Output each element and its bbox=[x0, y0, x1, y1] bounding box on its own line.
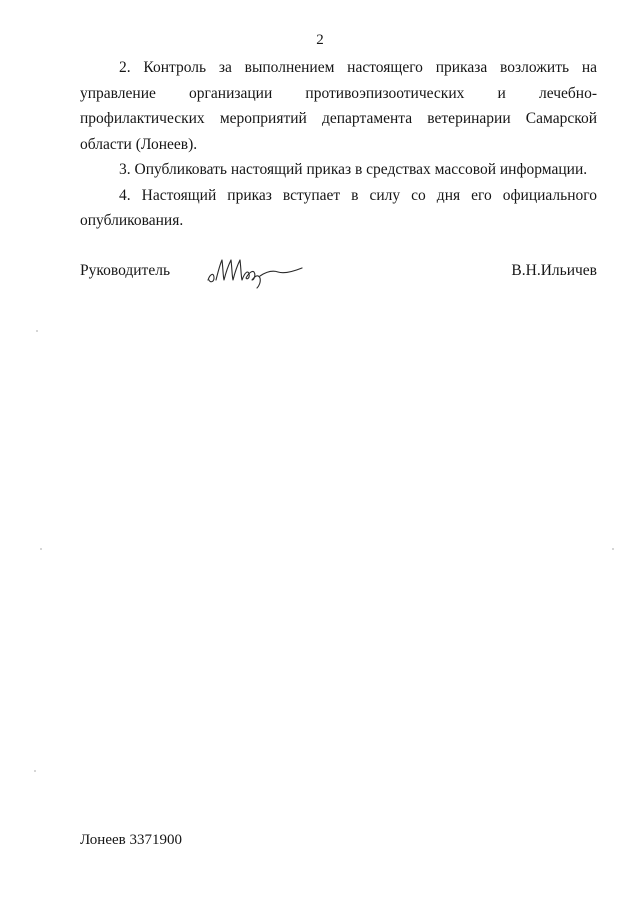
signature-block bbox=[80, 262, 597, 302]
scan-speck bbox=[36, 330, 38, 332]
signatory-name: В.Н.Ильичев bbox=[511, 262, 597, 279]
document-body bbox=[80, 55, 597, 234]
scan-speck bbox=[612, 548, 614, 550]
executor-note: Лонеев 3371900 bbox=[80, 832, 182, 848]
handwritten-signature bbox=[202, 250, 312, 290]
paragraph-control: 2. Контроль за выполнением настоящего приказа возложить на управление организации противоэпизоотических и лечебно-профилактических мероприятий департамента ветеринарии Самарской области (Лонеев). bbox=[80, 59, 597, 153]
paragraph-effective-date: 4. Настоящий приказ вступает в силу со дня его официального опубликования. bbox=[80, 186, 597, 229]
signatory-position: Руководитель bbox=[80, 262, 171, 279]
page-number: 2 bbox=[316, 32, 324, 48]
scan-speck bbox=[40, 548, 42, 550]
scan-speck bbox=[34, 770, 36, 772]
paragraph-publish: 3. Опубликовать настоящий приказ в средствах массовой информации. bbox=[119, 161, 588, 178]
